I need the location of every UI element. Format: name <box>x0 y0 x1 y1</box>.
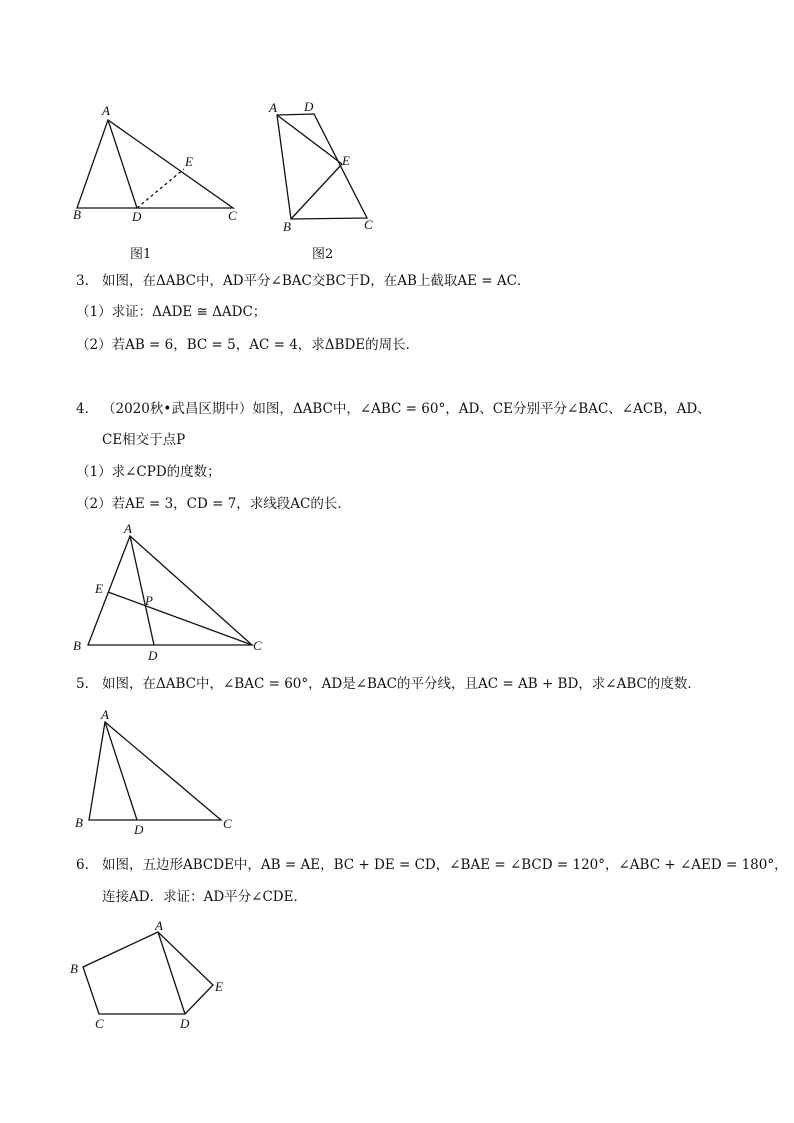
question-5-diagram <box>68 704 248 839</box>
label-b: B <box>75 815 83 830</box>
label-d: D <box>132 209 142 224</box>
question-4-number: 4. <box>76 401 89 417</box>
question-3-part-2: （2）若AB = 6，BC = 5，AC = 4，求ΔBDE的周长． <box>76 337 420 353</box>
figure-1-caption: 图1 <box>130 247 152 262</box>
question-3-stem: 如图，在ΔABC中，AD平分∠BAC交BC于D，在AB上截取AE = AC． <box>102 273 531 289</box>
label-e: E <box>95 581 103 596</box>
question-6-diagram <box>62 918 242 1038</box>
figure-1-diagram <box>60 100 260 230</box>
segment-ad <box>105 722 137 820</box>
label-c: C <box>364 217 373 232</box>
triangle-abc <box>88 536 252 645</box>
label-e: E <box>342 153 350 168</box>
segment-ad <box>108 120 137 208</box>
question-4-part-1: （1）求∠CPD的度数； <box>76 464 221 480</box>
dashed-segment-de <box>137 169 184 208</box>
label-a: A <box>269 100 277 115</box>
question-4-part-2: （2）若AE = 3，CD = 7，求线段AC的长． <box>76 496 351 512</box>
label-a: A <box>155 918 163 933</box>
label-e: E <box>185 154 193 169</box>
label-c: C <box>228 208 237 223</box>
label-b: B <box>73 207 81 222</box>
label-b: B <box>73 638 81 653</box>
label-e: E <box>215 979 223 994</box>
question-3-number: 3. <box>76 273 89 289</box>
pentagon-abcde <box>83 932 213 1014</box>
label-b: B <box>283 219 291 234</box>
label-a: A <box>124 521 132 536</box>
segment-ce <box>108 592 252 645</box>
label-d: D <box>148 648 158 663</box>
question-4-diagram <box>65 518 280 668</box>
label-d: D <box>134 822 144 837</box>
quadrilateral-adcb <box>277 114 367 219</box>
label-a: A <box>102 103 110 118</box>
figure-2-caption: 图2 <box>312 247 334 262</box>
question-6-stem: 如图，五边形ABCDE中，AB = AE，BC + DE = CD，∠BAE = ∠BCD = 120°，∠ABC + ∠AED = 180°， <box>102 857 788 873</box>
segment-ad <box>130 536 154 645</box>
label-d: D <box>180 1016 190 1031</box>
label-b: B <box>70 961 78 976</box>
question-6-stem-continued: 连接AD．求证：AD平分∠CDE． <box>102 889 307 905</box>
question-6-number: 6. <box>76 857 89 873</box>
question-3-part-1: （1）求证：ΔADE ≅ ΔADC； <box>76 304 267 320</box>
segment-ae <box>277 115 342 164</box>
label-a: A <box>101 707 109 722</box>
question-5-stem: 如图，在ΔABC中，∠BAC = 60°，AD是∠BAC的平分线，且AC = AB + BD，求∠ABC的度数． <box>102 676 701 692</box>
triangle-abc <box>89 722 221 820</box>
question-5-number: 5. <box>76 676 89 692</box>
triangle-abc <box>77 120 233 208</box>
figure-2-diagram <box>260 95 400 240</box>
label-p: P <box>145 593 153 608</box>
question-4-stem: （2020秋•武昌区期中）如图，ΔABC中，∠ABC = 60°，AD、CE分别平分∠BAC、∠ACB，AD、 <box>102 401 711 417</box>
segment-eb <box>291 164 342 219</box>
label-c: C <box>223 816 232 831</box>
question-4-stem-continued: CE相交于点P <box>102 432 186 448</box>
label-d: D <box>304 99 314 114</box>
label-c: C <box>95 1016 104 1031</box>
label-c: C <box>253 638 262 653</box>
